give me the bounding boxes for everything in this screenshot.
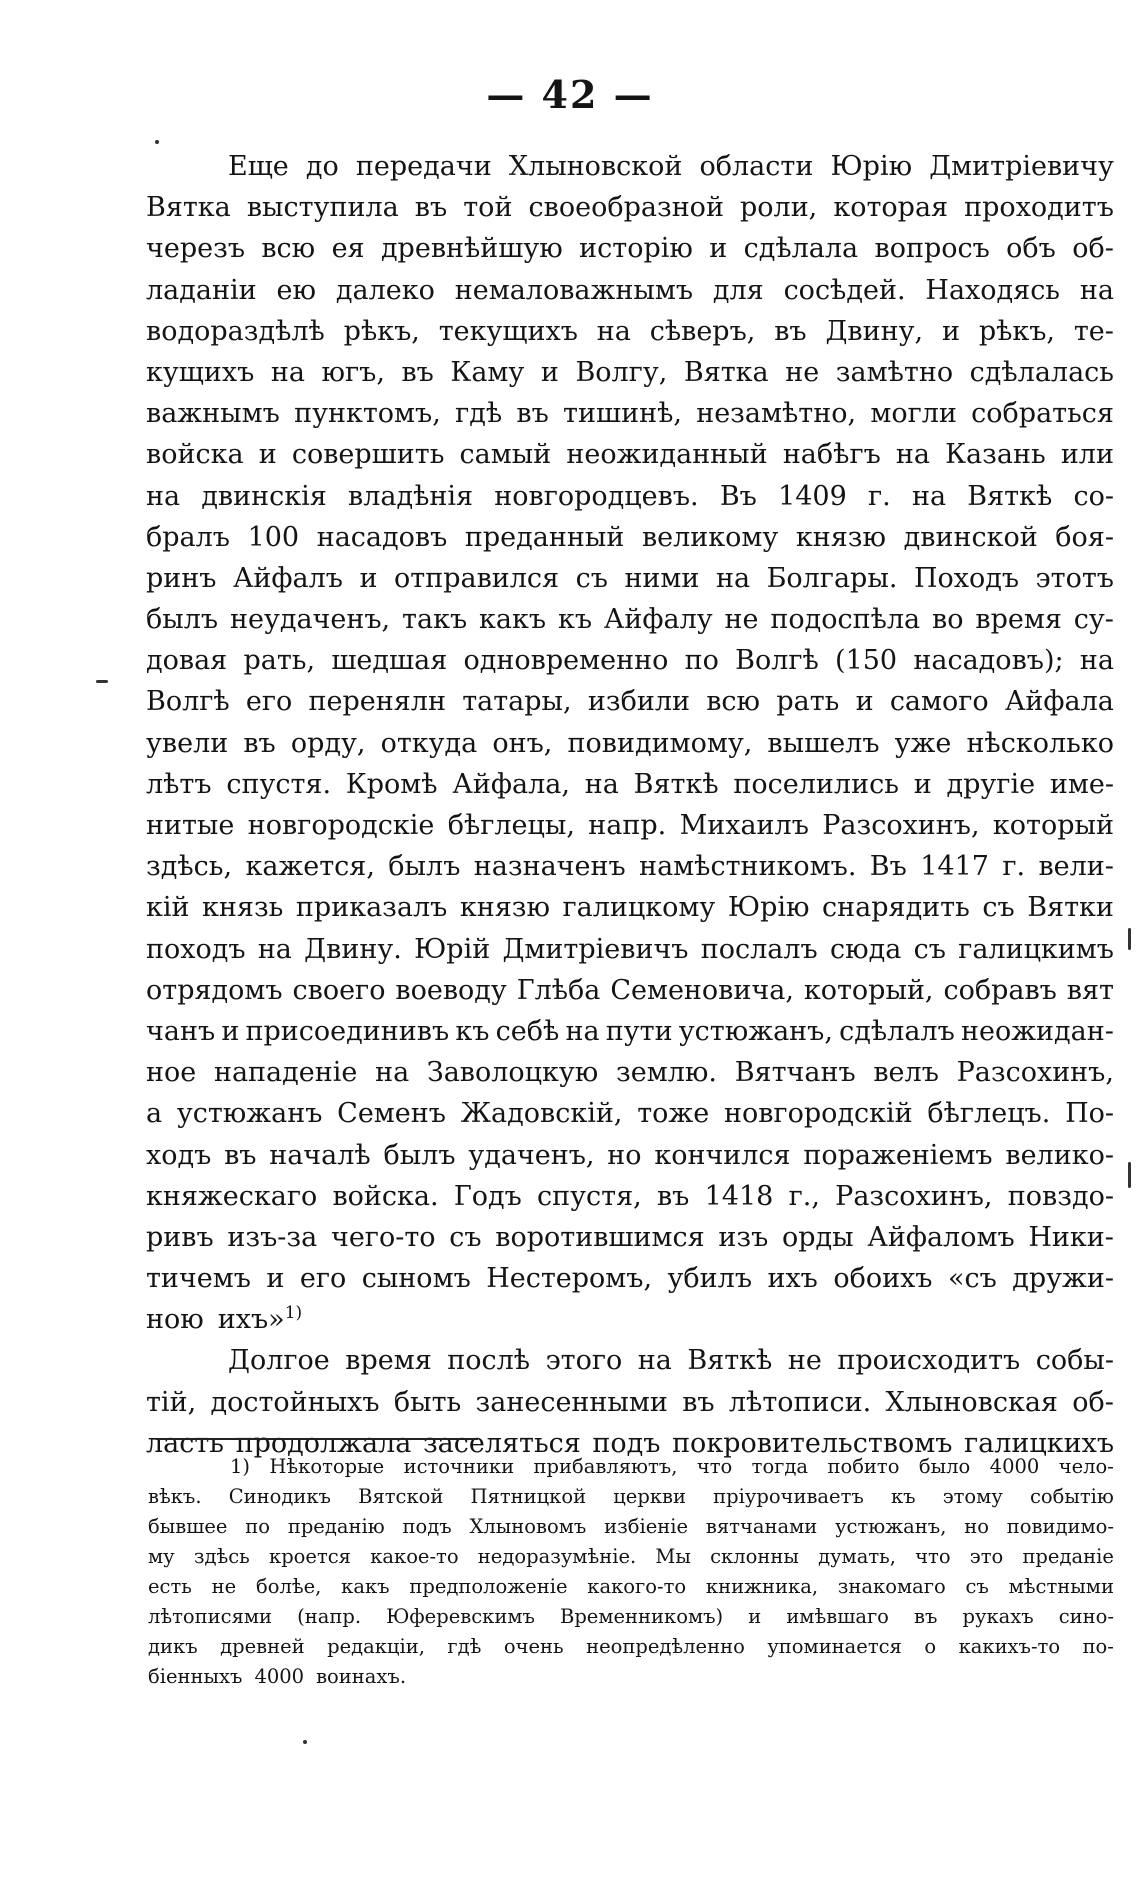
main-text xyxy=(146,146,1114,1464)
footnote xyxy=(148,1452,1114,1692)
text-line: ладаніи ею далеко немаловажнымъ для сосѣдей. Находясь на xyxy=(146,274,1114,306)
text-line: водораздѣлѣ рѣкъ, текущихъ на сѣверъ, въ Двину, и рѣкъ, те- xyxy=(146,315,1114,347)
footnote-divider xyxy=(156,1438,478,1440)
text-line: довая рать, шедшая одновременно по Волгѣ (150 насадовъ); на xyxy=(146,645,1114,677)
text-line: тій, достойныхъ быть занесенными въ лѣтописи. Хлыновская об- xyxy=(146,1386,1114,1418)
footnote-line: му здѣсь кроется какое-то недоразумѣніе. Мы склонны думать, что это преданіе xyxy=(148,1545,1114,1568)
footnote-line: есть не болѣе, какъ предположеніе какого-то книжника, знакомаго съ мѣстными xyxy=(148,1575,1114,1598)
text-line: ною ихъ»$^{1)}$ xyxy=(146,1303,303,1336)
text-line: Вятка выступила въ той своеобразной роли, которая проходитъ xyxy=(146,192,1114,224)
text-line: ринъ Айфалъ и отправился съ ними на Болгары. Походъ этотъ xyxy=(146,562,1114,594)
print-speck xyxy=(96,680,108,683)
footnote-line: біенныхъ 4000 воинахъ. xyxy=(148,1665,407,1688)
text-line: черезъ всю ея древнѣйшую исторію и сдѣлала вопросъ объ об- xyxy=(146,233,1114,265)
text-line: лѣтъ спустя. Кромѣ Айфала, на Вяткѣ поселились и другіе име- xyxy=(146,768,1114,800)
text-line: отрядомъ своего воеводу Глѣба Семеновича, который, собравъ вят xyxy=(146,974,1114,1006)
text-line: Еще до передачи Хлыновской области Юрію Дмитріевичу xyxy=(228,151,1114,182)
footnote-line: лѣтописями (напр. Юферевскимъ Временникомъ) и имѣвшаго въ рукахъ сино- xyxy=(148,1605,1114,1628)
text-line: Долгое время послѣ этого на Вяткѣ не происходитъ собы- xyxy=(228,1345,1114,1377)
text-line: важнымъ пунктомъ, гдѣ въ тишинѣ, незамѣтно, могли собраться xyxy=(146,398,1114,430)
footnote-line: 1) Нѣкоторые источники прибавляютъ, что тогда побито было 4000 чело- xyxy=(230,1455,1114,1478)
text-line: на двинскія владѣнія новгородцевъ. Въ 1409 г. на Вяткѣ со- xyxy=(146,480,1114,512)
text-line: нитые новгородскіе бѣглецы, напр. Михаилъ Разсохинъ, который xyxy=(146,810,1114,841)
text-line: Волгѣ его перенялн татары, избили всю рать и самого Айфала xyxy=(146,686,1114,718)
text-line: чанъ и присоединивъ къ себѣ на пути устюжанъ, сдѣлалъ неожидан- xyxy=(146,1015,1114,1047)
text-line: ривъ изъ-за чего-то съ воротившимся изъ орды Айфаломъ Ники- xyxy=(146,1221,1114,1253)
text-line: здѣсь, кажется, былъ назначенъ намѣстникомъ. Въ 1417 г. вели- xyxy=(146,851,1114,883)
print-speck xyxy=(155,140,159,144)
text-line: ное нападеніе на Заволоцкую землю. Вятчанъ велъ Разсохинъ, xyxy=(146,1057,1114,1089)
footnote-line: бывшее по преданію подъ Хлыновомъ избіеніе вятчанами устюжанъ, но повидимо- xyxy=(148,1515,1114,1538)
text-line: тичемъ и его сыномъ Нестеромъ, убилъ ихъ обоихъ «съ дружи- xyxy=(146,1263,1114,1295)
text-line: ласть продолжала заселяться подъ покровительствомъ галицкихъ xyxy=(146,1427,1114,1459)
text-line: а устюжанъ Семенъ Жадовскій, тоже новгородскій бѣглецъ. По- xyxy=(146,1098,1114,1130)
text-line: войска и совершить самый неожиданный набѣгъ на Казань или xyxy=(146,439,1114,471)
text-line: ходъ въ началѣ былъ удаченъ, но кончился пораженіемъ велико- xyxy=(146,1139,1114,1171)
print-speck xyxy=(303,1740,307,1744)
footnote-reference: 1) xyxy=(284,1303,303,1324)
text-line: увели въ орду, откуда онъ, повидимому, вышелъ уже нѣсколько xyxy=(146,727,1114,759)
footnote-line: дикъ древней редакціи, гдѣ очень неопредѣленно упоминается о какихъ-то по- xyxy=(148,1635,1114,1658)
text-line: кущихъ на югъ, въ Каму и Волгу, Вятка не замѣтно сдѣлалась xyxy=(146,356,1114,388)
print-speck xyxy=(1128,928,1131,950)
text-line: бралъ 100 насадовъ преданный великому князю двинской боя- xyxy=(146,521,1114,553)
text-line: походъ на Двину. Юрій Дмитріевичъ послалъ сюда съ галицкимъ xyxy=(146,933,1114,965)
text-line: кій князь приказалъ князю галицкому Юрію снарядить съ Вятки xyxy=(146,892,1114,924)
text-line: былъ неудаченъ, такъ какъ къ Айфалу не подоспѣла во время су- xyxy=(146,604,1114,636)
footnote-line: вѣкъ. Синодикъ Вятской Пятницкой церкви пріурочиваетъ къ этому событію xyxy=(148,1485,1114,1508)
page-number: — 42 — xyxy=(486,72,654,117)
print-speck xyxy=(1128,1162,1131,1188)
text-line: княжескаго войска. Годъ спустя, въ 1418 г., Разсохинъ, повздо- xyxy=(146,1180,1114,1212)
